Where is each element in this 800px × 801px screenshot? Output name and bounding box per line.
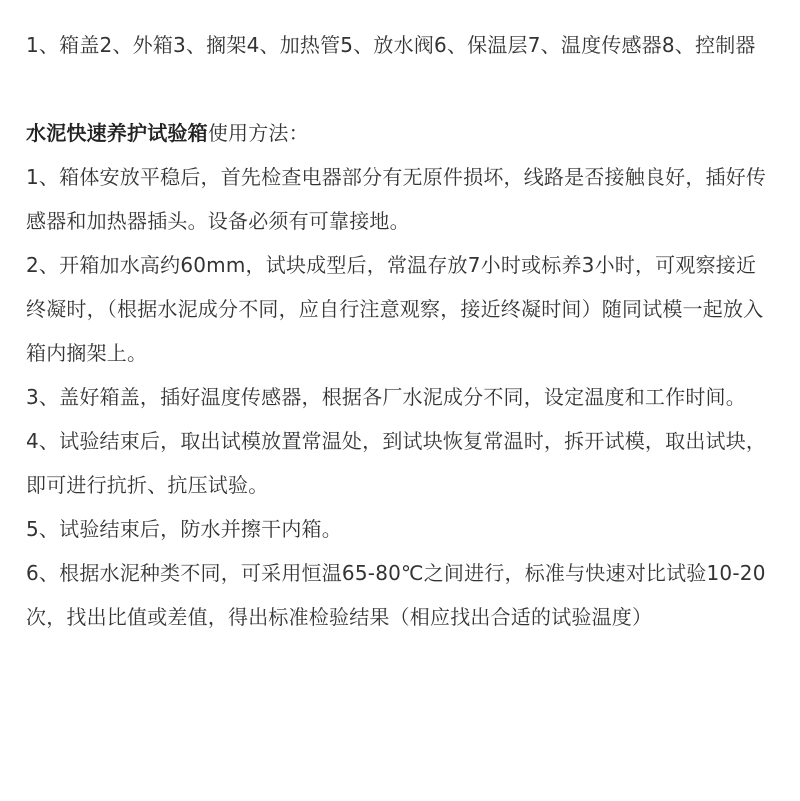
usage-step-1: 1、箱体安放平稳后，首先检查电器部分有无原件损坏，线路是否接触良好，插好传感器和加热器插头。设备必须有可靠接地。 — [26, 165, 767, 233]
document-body — [0, 23, 800, 801]
parts-list: 1、箱盖2、外箱3、搁架4、加热管5、放水阀6、保温层7、温度传感器8、控制器 — [26, 33, 756, 57]
usage-step-2: 2、开箱加水高约60mm，试块成型后，常温存放7小时或标养3小时，可观察接近终凝时，（根据水泥成分不同，应自行注意观察，接近终凝时间）随同试模一起放入箱内搁架上。 — [26, 253, 764, 365]
usage-step-3: 3、盖好箱盖，插好温度传感器，根据各厂水泥成分不同，设定温度和工作时间。 — [26, 385, 746, 409]
usage-step-4: 4、试验结束后，取出试模放置常温处，到试块恢复常温时，拆开试模，取出试块，即可进行抗折、抗压试验。 — [26, 429, 767, 497]
usage-title-rest: 使用方法： — [207, 121, 309, 145]
usage-step-5: 5、试验结束后，防水并擦干内箱。 — [26, 517, 342, 541]
usage-title-bold: 水泥快速养护试验箱 — [26, 121, 208, 145]
usage-step-6: 6、根据水泥种类不同，可采用恒温65-80℃之间进行，标准与快速对比试验10-20次，找出比值或差值，得出标准检验结果（相应找出合适的试验温度） — [26, 561, 766, 629]
usage-heading — [26, 111, 774, 155]
